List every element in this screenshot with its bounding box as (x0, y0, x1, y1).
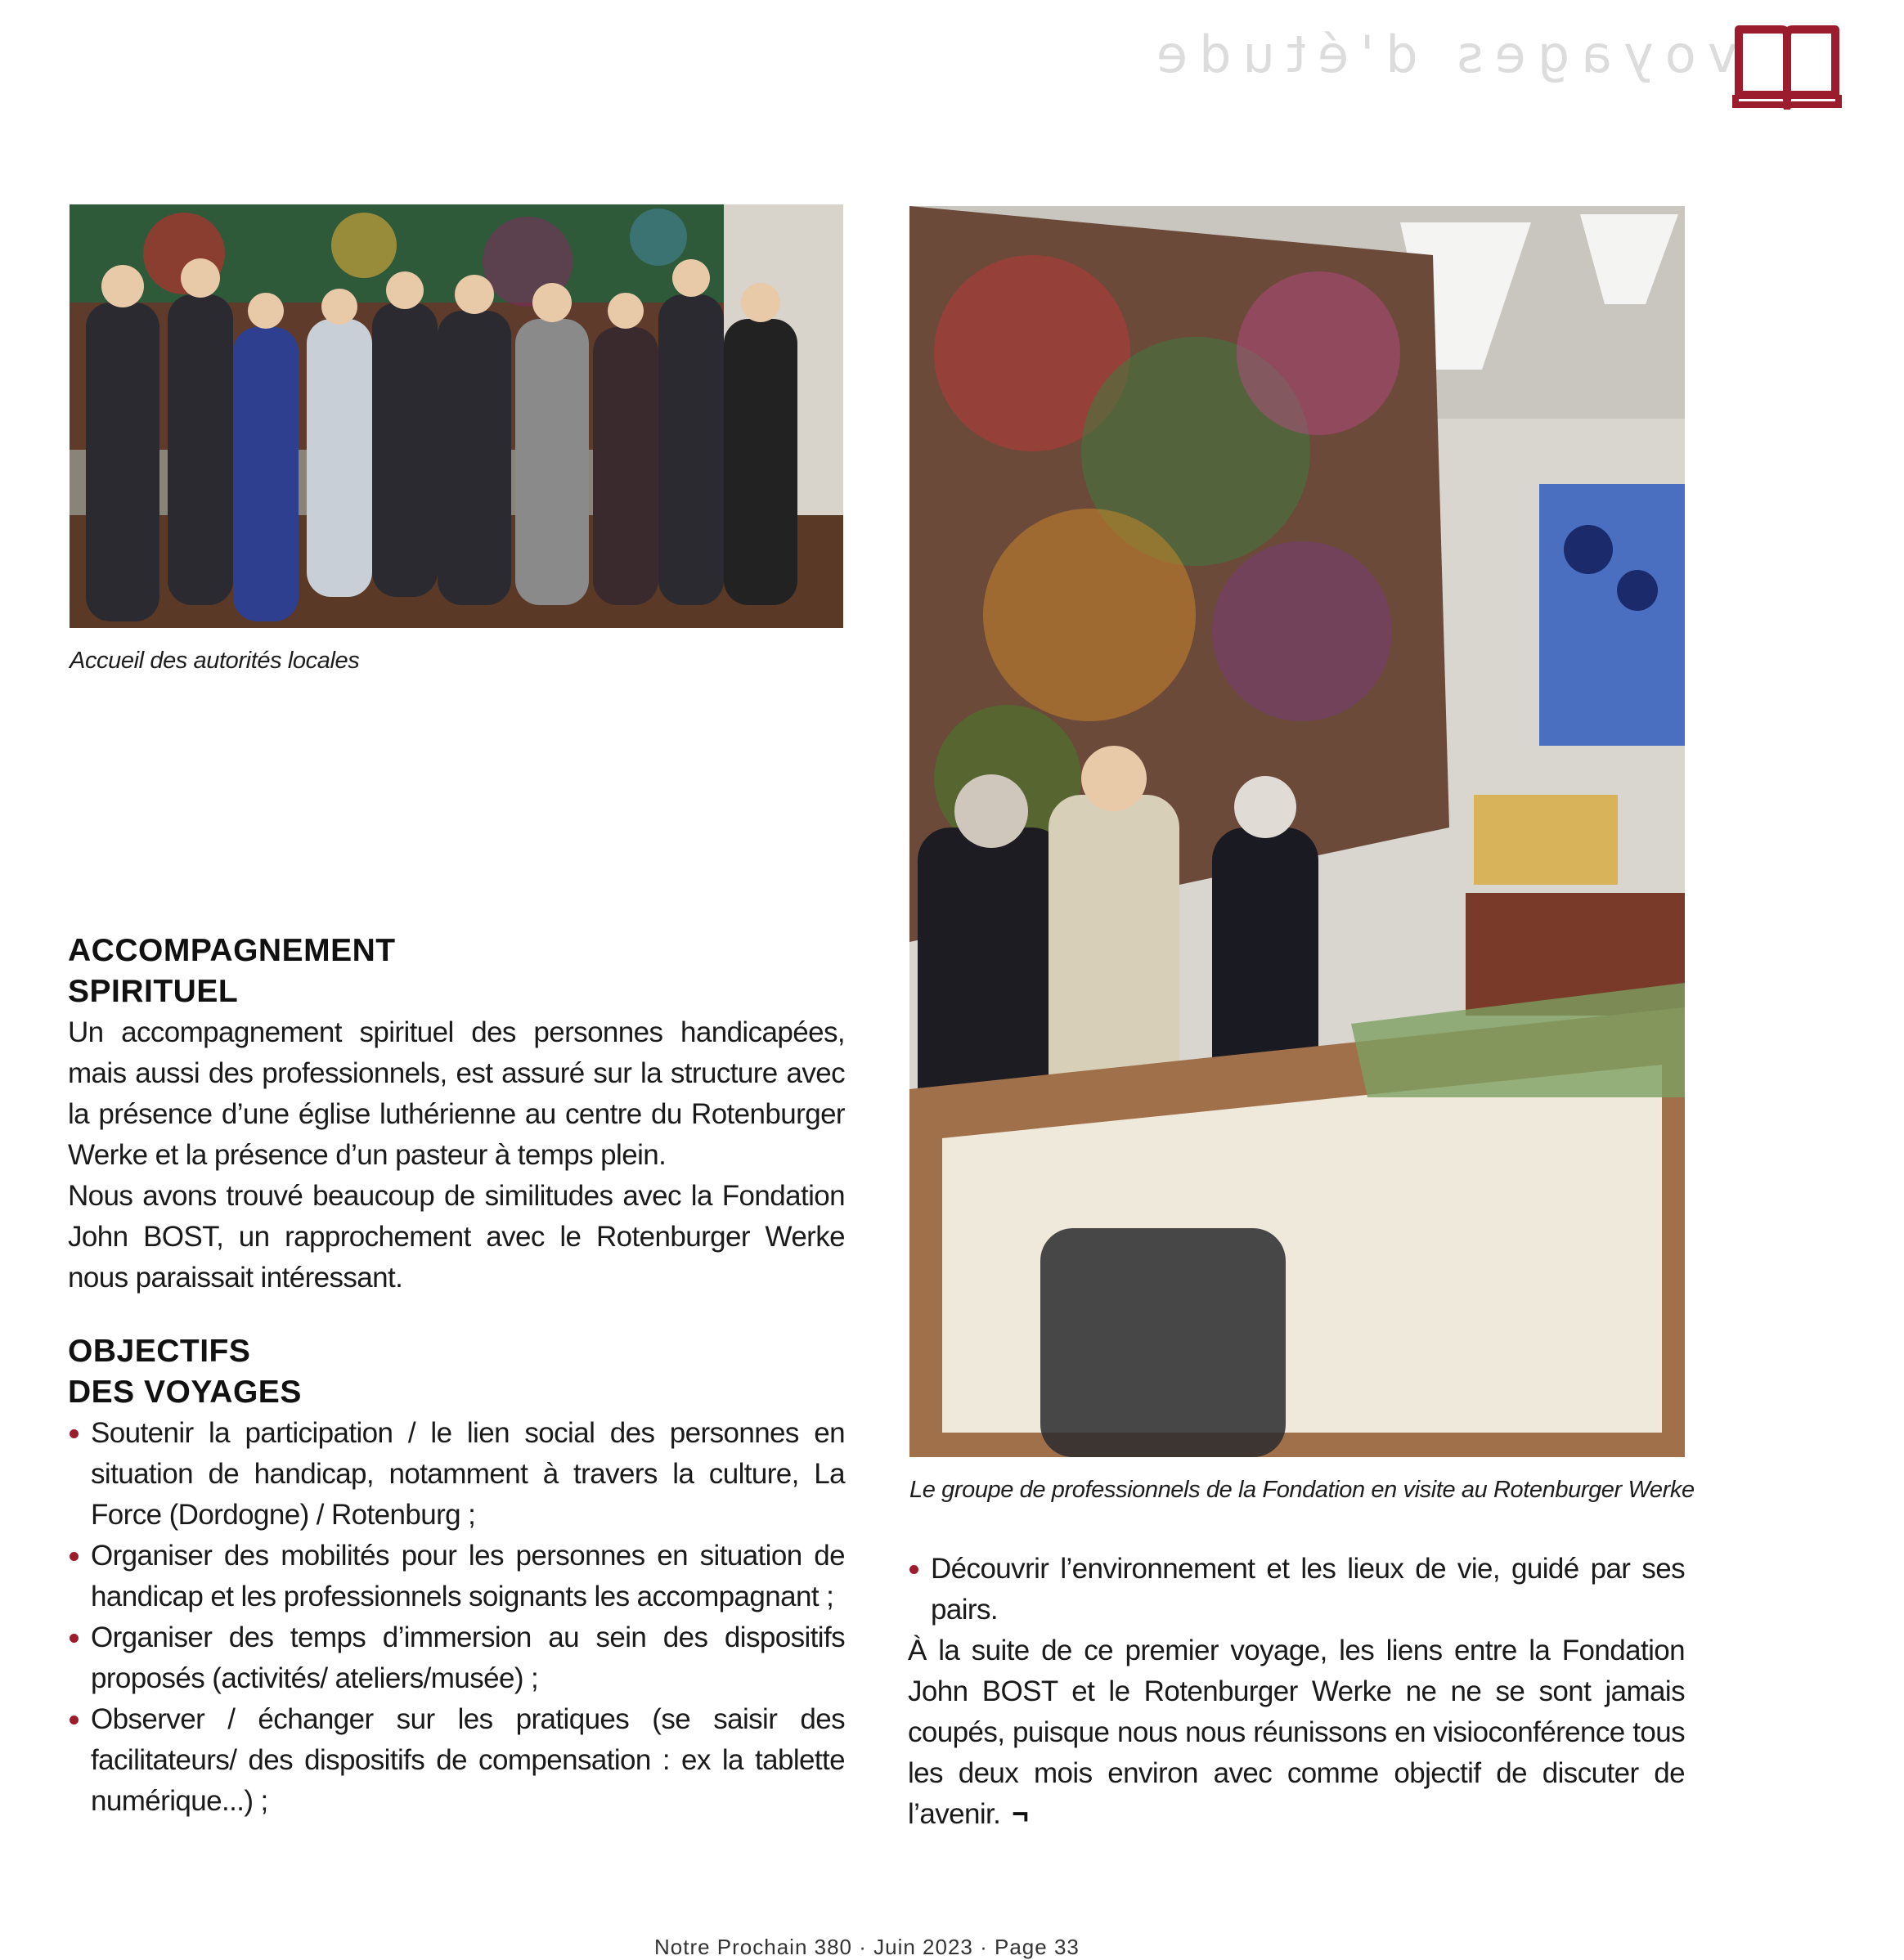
page-footer: Notre Prochain 380 · Juin 2023 · Page 33 (654, 1935, 1080, 1959)
section-heading-objectifs (68, 1331, 845, 1413)
heading-line: OBJECTIFS (68, 1334, 251, 1369)
photo-caption: Le groupe de professionnels de la Fondation en visite au Rotenburger Werke (909, 1477, 1695, 1503)
bleed-through-header: voyages d'étude (1145, 25, 1738, 84)
list-item (68, 1699, 845, 1822)
list-item-text: Organiser des temps d’immersion au sein des dispositifs proposés (activités/ ateliers/musée) ; (91, 1621, 845, 1694)
heading-line: ACCOMPAGNEMENT (68, 933, 396, 968)
section-heading-spirituel (68, 931, 845, 1012)
end-mark-icon: ¬ (1012, 1798, 1029, 1830)
photo-caption: Accueil des autorités locales (70, 648, 360, 674)
studio-visit-photo (909, 206, 1685, 1457)
left-column (68, 931, 845, 1822)
conclusion-paragraph (908, 1630, 1685, 1835)
list-item-text: Découvrir l’environnement et les lieux de vie, guidé par ses pairs. (931, 1553, 1685, 1626)
heading-line: DES VOYAGES (68, 1375, 302, 1410)
list-item-text: Soutenir la participation / le lien social des personnes en situation de handicap, notamment à travers la culture, La Force (Dordogne) / Rotenburg ; (91, 1417, 845, 1531)
bullet-icon (70, 1429, 79, 1438)
bullet-icon (909, 1565, 918, 1574)
objectives-list (68, 1413, 845, 1822)
right-column (908, 1549, 1685, 1835)
bullet-icon (70, 1716, 79, 1725)
list-item (908, 1549, 1685, 1630)
conclusion-text: À la suite de ce premier voyage, les liens entre la Fondation John BOST et le Rotenburger Werke ne ne se sont jamais coupés, puisque nous nous réunissons en visioconférence tous les deux mois environ avec comme objectif de discuter de l’avenir. (908, 1635, 1685, 1830)
list-item (68, 1536, 845, 1617)
paragraph: Un accompagnement spirituel des personnes handicapées, mais aussi des professionnels, est assuré sur la structure avec la présence d’une église luthérienne au centre du Rotenburger Werke et la présence d’un pasteur à temps plein. (68, 1016, 845, 1171)
book-icon (1732, 25, 1842, 110)
bullet-icon (70, 1634, 79, 1643)
heading-line: SPIRITUEL (68, 974, 239, 1009)
list-item (68, 1617, 845, 1699)
group-photo (70, 204, 843, 628)
list-item-text: Organiser des mobilités pour les personnes en situation de handicap et les professionnels soignants les accompagnant ; (91, 1540, 845, 1612)
paragraph: Nous avons trouvé beaucoup de similitudes avec la Fondation John BOST, un rapprochement avec le Rotenburger Werke nous paraissait intéressant. (68, 1180, 845, 1294)
objectives-list-continued (908, 1549, 1685, 1630)
list-item (68, 1413, 845, 1536)
list-item-text: Observer / échanger sur les pratiques (se saisir des facilitateurs/ des dispositifs de compensation : ex la tablette numérique...) ; (91, 1703, 845, 1817)
bullet-icon (70, 1552, 79, 1561)
